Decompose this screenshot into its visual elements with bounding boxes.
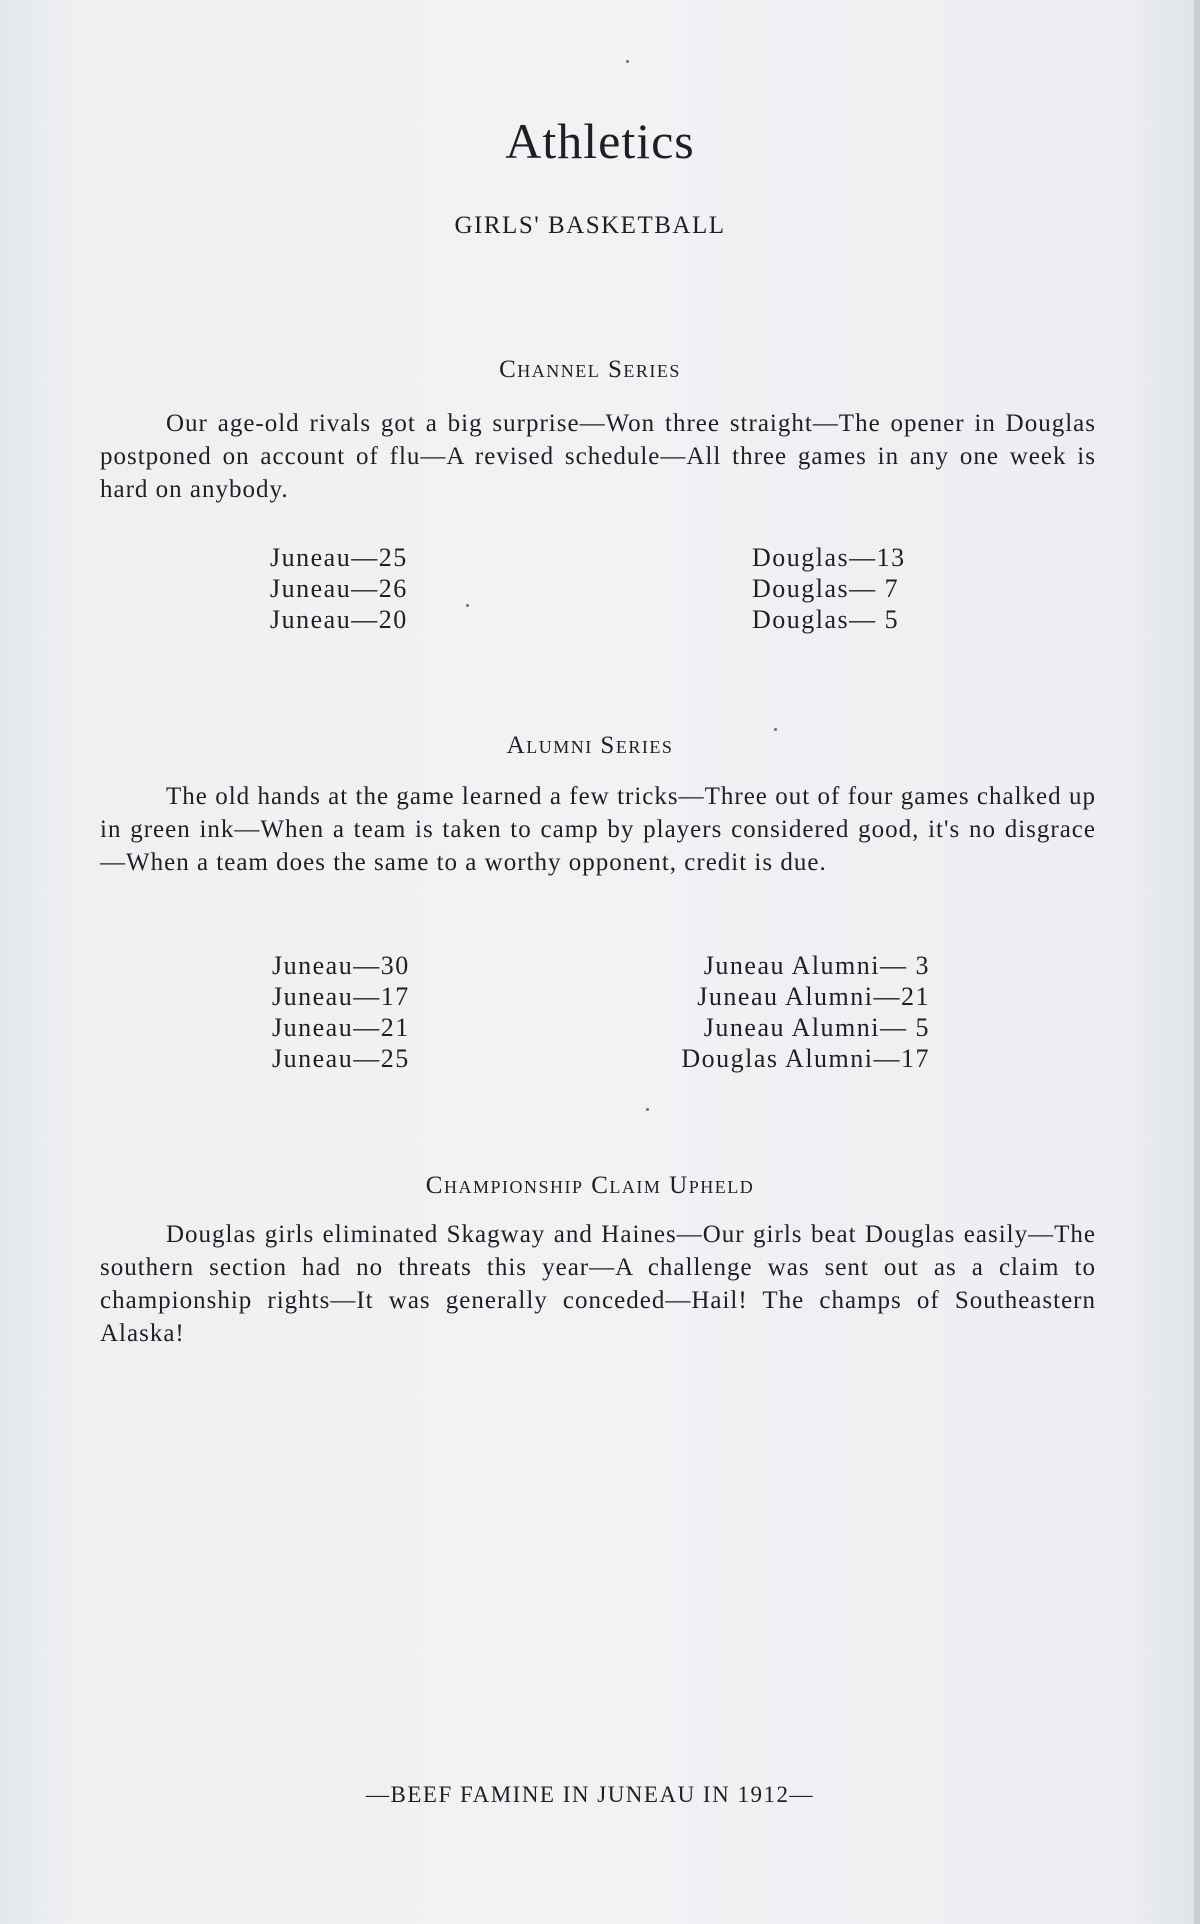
score-entry: Juneau Alumni—21 xyxy=(697,982,930,1011)
score-entry: Douglas Alumni—17 xyxy=(681,1044,930,1073)
alumni-series-opponent-scores xyxy=(620,950,930,1074)
score-entry: Juneau—17 xyxy=(272,982,410,1011)
print-speck xyxy=(646,1108,649,1111)
page-edge xyxy=(1194,0,1200,1924)
print-speck xyxy=(626,60,629,63)
championship-heading: Championship Claim Upheld xyxy=(425,1172,755,1199)
championship-paragraph: Douglas girls eliminated Skagway and Haines—Our girls beat Douglas easily—The southern section had no threats this year—A challenge was sent out as a claim to championship rights—It was generally conceded—Hail! The champs of Southeastern Alaska! xyxy=(100,1221,1096,1347)
score-entry: Douglas—13 xyxy=(752,543,906,572)
score-entry: Juneau—21 xyxy=(272,1013,410,1042)
alumni-series-heading: Alumni Series xyxy=(506,732,674,759)
score-entry: Juneau—25 xyxy=(270,543,408,572)
score-entry: Juneau—30 xyxy=(272,951,410,980)
alumni-series-juneau-scores xyxy=(272,950,410,1074)
score-entry: Douglas— 7 xyxy=(752,574,900,603)
score-entry: Douglas— 5 xyxy=(752,605,900,634)
score-entry: Juneau Alumni— 3 xyxy=(703,951,930,980)
print-speck xyxy=(774,728,777,731)
channel-series-douglas-scores xyxy=(752,542,906,635)
page-title: Athletics xyxy=(505,113,695,169)
channel-series-heading: Channel Series xyxy=(499,356,681,383)
score-entry: Juneau Alumni— 5 xyxy=(703,1013,930,1042)
score-entry: Juneau—20 xyxy=(270,605,408,634)
page-footer: —BEEF FAMINE IN JUNEAU IN 1912— xyxy=(366,1782,814,1807)
score-entry: Juneau—25 xyxy=(272,1044,410,1073)
channel-series-paragraph: Our age-old rivals got a big surprise—Won three straight—The opener in Douglas postponed on account of flu—A revised schedule—All three games in any one week is hard on anybody. xyxy=(100,410,1096,503)
score-entry: Juneau—26 xyxy=(270,574,408,603)
page-subtitle: GIRLS' BASKETBALL xyxy=(454,212,726,239)
channel-series-juneau-scores xyxy=(270,542,408,635)
print-speck xyxy=(466,604,469,607)
alumni-series-paragraph: The old hands at the game learned a few tricks—Three out of four games chalked up in green ink—When a team is taken to camp by players considered good, it's no disgrace—When a team does the same to a worthy opponent, credit is due. xyxy=(100,783,1096,876)
